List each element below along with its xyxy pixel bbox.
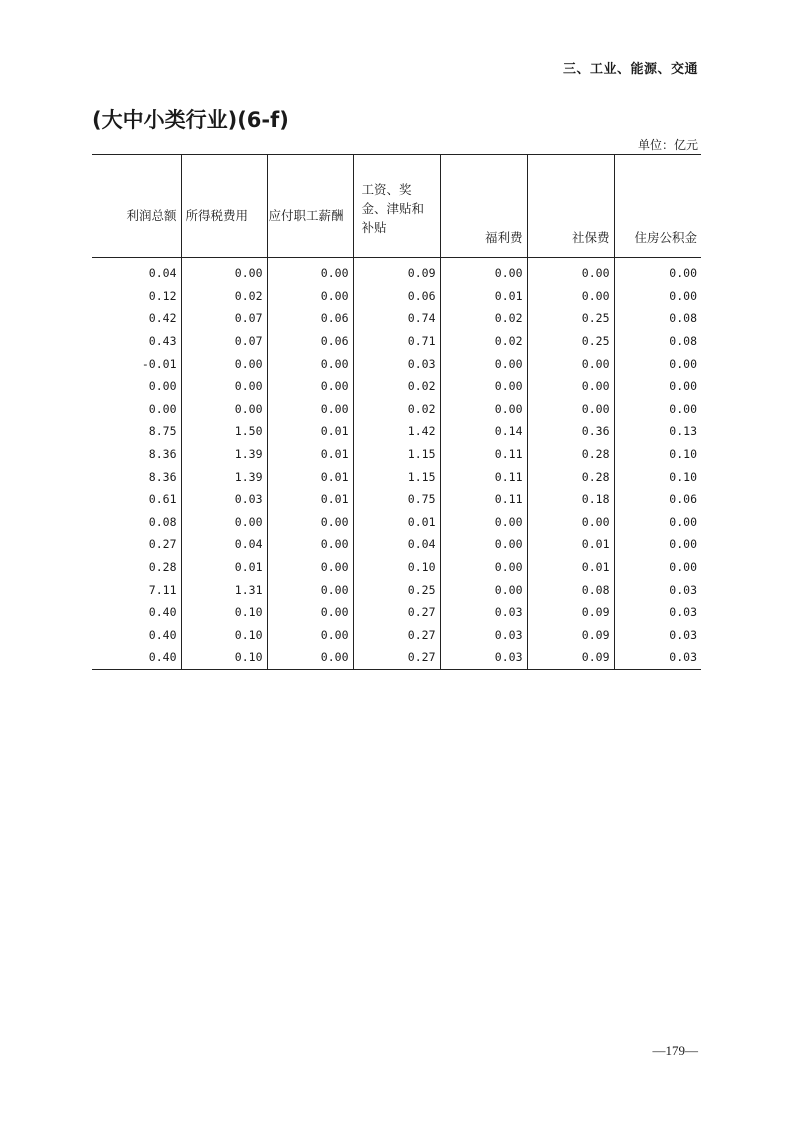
table-cell: 0.00 [267, 398, 353, 421]
table-cell: 0.01 [267, 443, 353, 466]
table-cell: 0.00 [614, 285, 701, 308]
table-cell: 0.11 [440, 443, 527, 466]
table-cell: 0.40 [148, 627, 177, 642]
table-cell: 0.00 [527, 352, 614, 375]
table-cell: 0.28 [148, 560, 177, 575]
table-cell: 1.15 [353, 465, 440, 488]
table-cell: 0.03 [181, 488, 267, 511]
table-cell: 1.42 [353, 420, 440, 443]
table-cell: 0.01 [267, 488, 353, 511]
table-cell: 0.25 [527, 330, 614, 353]
table-cell: 0.00 [267, 578, 353, 601]
column-header: 工资、奖金、津贴和补贴 [353, 155, 440, 258]
table-cell: 0.36 [527, 420, 614, 443]
table-cell: 0.01 [527, 533, 614, 556]
table-row [92, 578, 701, 601]
table-cell: 0.09 [527, 601, 614, 624]
page-title: (大中小类行业)(6-f) [92, 108, 289, 132]
table-cell: 0.10 [181, 624, 267, 647]
table-cell: 0.00 [267, 646, 353, 669]
table-cell: 8.36 [148, 469, 177, 484]
table-cell: 0.10 [181, 601, 267, 624]
table-cell: 0.01 [527, 556, 614, 579]
table-row [92, 352, 701, 375]
table-cell: 0.06 [267, 307, 353, 330]
table-cell: 0.01 [181, 556, 267, 579]
table-cell: 0.00 [527, 375, 614, 398]
table-row [92, 601, 701, 624]
page-number: —179— [652, 1043, 698, 1058]
table-cell: 0.13 [614, 420, 701, 443]
table-cell: 8.36 [148, 447, 177, 462]
table-cell: 0.11 [440, 465, 527, 488]
table-cell: 0.00 [267, 352, 353, 375]
table-cell: 0.27 [148, 537, 177, 552]
table-row [92, 624, 701, 647]
table-cell: 1.50 [181, 420, 267, 443]
table-cell: 1.39 [181, 465, 267, 488]
table-cell: 0.75 [353, 488, 440, 511]
table-cell: 0.00 [267, 285, 353, 308]
section-header: 三、工业、能源、交通 [562, 62, 698, 77]
table-cell: 0.00 [614, 352, 701, 375]
table-body [92, 258, 701, 670]
table-cell: 0.40 [148, 605, 177, 620]
table-cell: 0.00 [148, 401, 177, 416]
table-row [92, 465, 701, 488]
table-cell: 0.10 [614, 443, 701, 466]
column-header: 福利费 [440, 155, 527, 258]
table-cell: 0.00 [267, 258, 353, 285]
table-cell: 0.01 [267, 465, 353, 488]
table-cell: 0.00 [527, 398, 614, 421]
table-cell: 0.00 [614, 533, 701, 556]
table-row [92, 443, 701, 466]
data-table [92, 154, 701, 670]
table-cell: 0.06 [353, 285, 440, 308]
table-cell: 0.00 [440, 578, 527, 601]
table-cell: 0.02 [440, 307, 527, 330]
table-cell: 0.01 [267, 420, 353, 443]
table-cell: 0.14 [440, 420, 527, 443]
table-row [92, 258, 701, 285]
table-row [92, 488, 701, 511]
table-cell: 0.00 [440, 375, 527, 398]
table-cell: 0.00 [614, 556, 701, 579]
table-cell: 0.01 [353, 511, 440, 534]
table-cell: -0.01 [141, 356, 177, 371]
table-cell: 0.00 [614, 375, 701, 398]
table-cell: 0.00 [267, 533, 353, 556]
table-cell: 0.28 [527, 443, 614, 466]
table-cell: 0.40 [92, 646, 181, 669]
table-cell: 0.27 [353, 646, 440, 669]
table-cell: 0.00 [440, 533, 527, 556]
table-cell: 0.11 [440, 488, 527, 511]
table-cell: 0.03 [614, 624, 701, 647]
table-cell: 0.00 [181, 375, 267, 398]
table-cell: 0.18 [527, 488, 614, 511]
table-cell: 0.04 [353, 533, 440, 556]
table-cell: 0.00 [614, 258, 701, 285]
table-cell: 0.10 [614, 465, 701, 488]
table-row [92, 420, 701, 443]
table-cell: 1.39 [181, 443, 267, 466]
table-header-row [92, 155, 701, 258]
table-cell: 1.31 [181, 578, 267, 601]
table-row [92, 285, 701, 308]
table-cell: 0.03 [440, 646, 527, 669]
table-cell: 0.03 [614, 578, 701, 601]
table-cell: 0.00 [181, 352, 267, 375]
table-cell: 0.00 [148, 379, 177, 394]
table-cell: 0.10 [353, 556, 440, 579]
table-cell: 1.15 [353, 443, 440, 466]
table-row [92, 533, 701, 556]
table-cell: 0.71 [353, 330, 440, 353]
table-cell: 0.01 [440, 285, 527, 308]
table-cell: 0.08 [614, 307, 701, 330]
table-cell: 8.75 [148, 424, 177, 439]
table-cell: 0.00 [440, 258, 527, 285]
table-row [92, 556, 701, 579]
table-cell: 0.27 [353, 601, 440, 624]
table-cell: 0.00 [267, 375, 353, 398]
table-cell: 0.00 [527, 285, 614, 308]
table-cell: 0.07 [181, 330, 267, 353]
table-row [92, 398, 701, 421]
table-cell: 0.02 [440, 330, 527, 353]
table-cell: 0.00 [614, 511, 701, 534]
table-cell: 0.08 [527, 578, 614, 601]
table-cell: 0.00 [267, 601, 353, 624]
table-cell: 0.09 [527, 646, 614, 669]
table-cell: 0.04 [148, 266, 177, 281]
column-header: 利润总额 [92, 155, 181, 258]
table-cell: 0.03 [614, 646, 701, 669]
table-cell: 0.02 [353, 375, 440, 398]
column-header: 住房公积金 [614, 155, 701, 258]
table-cell: 0.00 [527, 258, 614, 285]
unit-label: 单位：亿元 [637, 138, 698, 152]
column-header: 应付职工薪酬 [267, 155, 353, 258]
table-cell: 0.08 [148, 514, 177, 529]
table-cell: 0.00 [181, 258, 267, 285]
table-cell: 0.00 [267, 624, 353, 647]
table-row [92, 375, 701, 398]
table-cell: 0.02 [353, 398, 440, 421]
table-cell: 0.02 [181, 285, 267, 308]
table-cell: 0.09 [527, 624, 614, 647]
table-cell: 0.03 [440, 601, 527, 624]
table-cell: 0.00 [440, 398, 527, 421]
table-cell: 0.74 [353, 307, 440, 330]
table-cell: 0.27 [353, 624, 440, 647]
table-cell: 0.08 [614, 330, 701, 353]
table-cell: 0.28 [527, 465, 614, 488]
table-cell: 0.10 [181, 646, 267, 669]
table-cell: 0.03 [614, 601, 701, 624]
table-row [92, 511, 701, 534]
table-cell: 0.00 [440, 556, 527, 579]
table-cell: 0.00 [614, 398, 701, 421]
table-cell: 0.07 [181, 307, 267, 330]
table-cell: 0.42 [148, 311, 177, 326]
table-cell: 0.03 [353, 352, 440, 375]
table-cell: 0.00 [440, 511, 527, 534]
table-cell: 0.00 [267, 556, 353, 579]
table-cell: 0.00 [267, 511, 353, 534]
table-cell: 0.03 [440, 624, 527, 647]
table-cell: 0.61 [148, 492, 177, 507]
table-cell: 0.00 [440, 352, 527, 375]
table-cell: 0.00 [181, 398, 267, 421]
table-cell: 0.12 [148, 288, 177, 303]
table-cell: 0.06 [267, 330, 353, 353]
table-cell: 7.11 [148, 582, 177, 597]
table-cell: 0.09 [353, 258, 440, 285]
column-header: 社保费 [527, 155, 614, 258]
column-header: 所得税费用 [181, 155, 267, 258]
table-row [92, 330, 701, 353]
table-row [92, 646, 701, 669]
table-cell: 0.00 [181, 511, 267, 534]
table-row [92, 307, 701, 330]
table-cell: 0.04 [181, 533, 267, 556]
table-cell: 0.25 [527, 307, 614, 330]
table-cell: 0.06 [614, 488, 701, 511]
table-cell: 0.43 [148, 334, 177, 349]
table-cell: 0.00 [527, 511, 614, 534]
table-cell: 0.25 [353, 578, 440, 601]
